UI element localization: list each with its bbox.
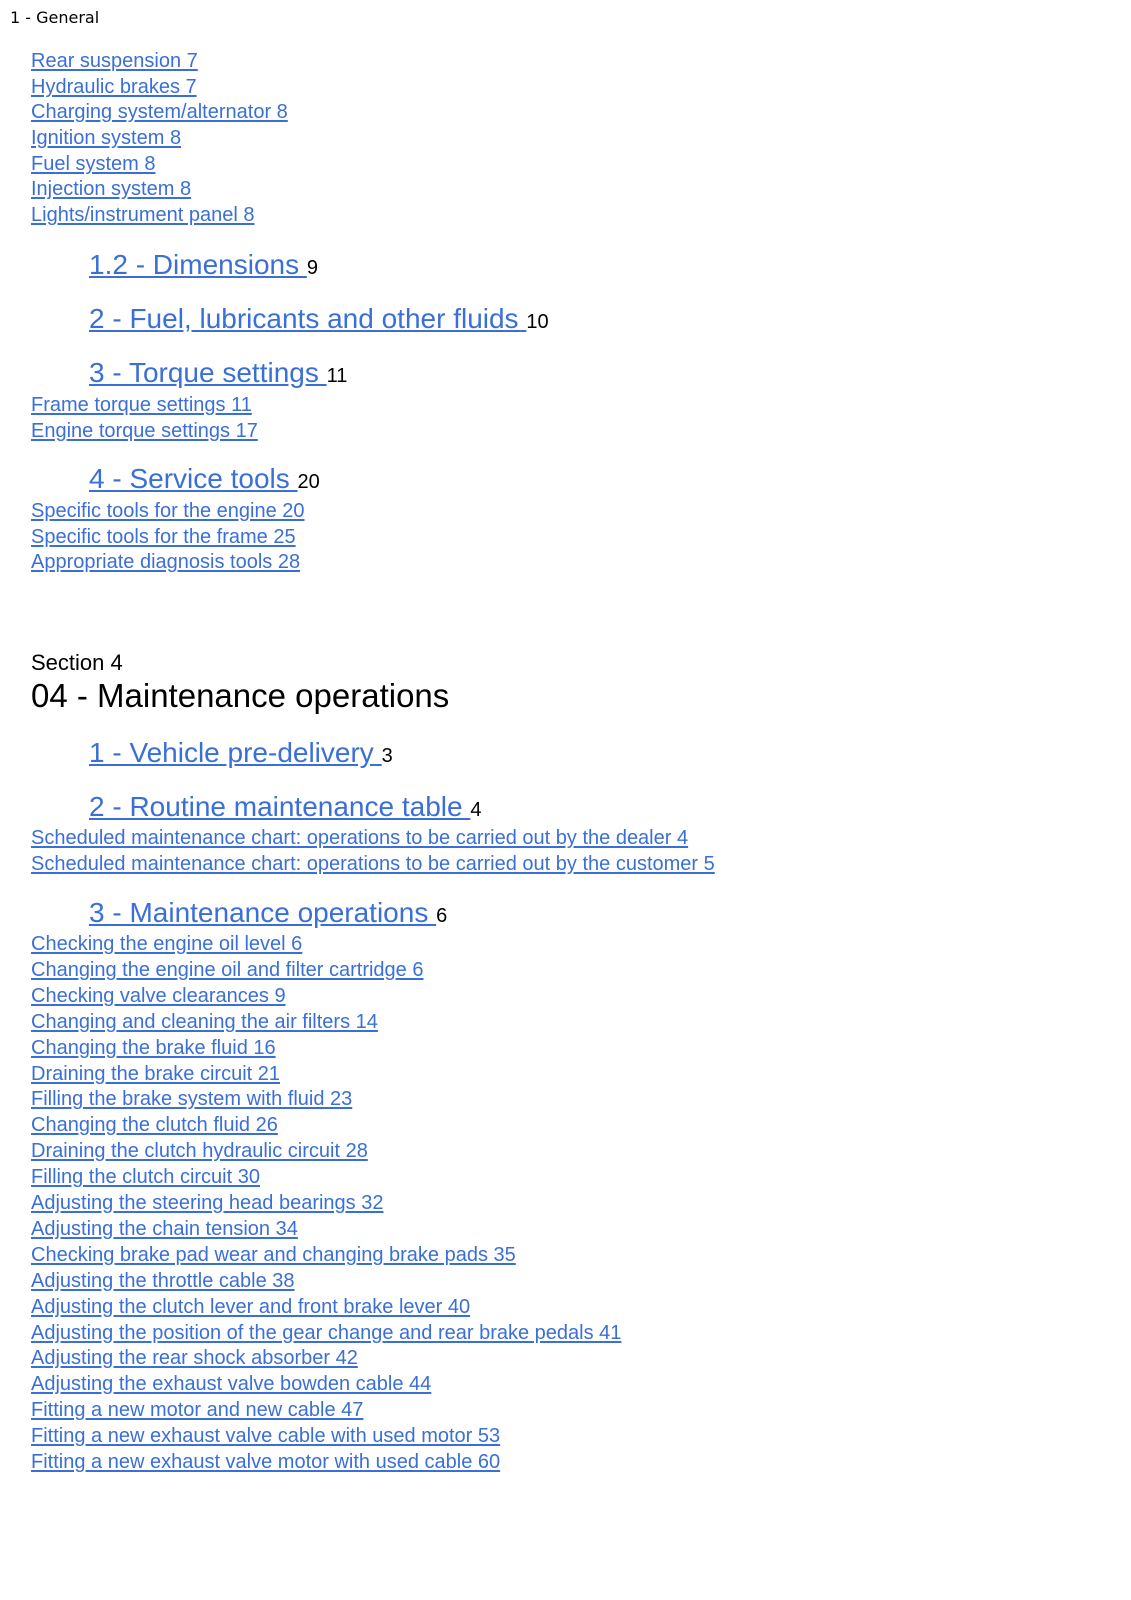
toc-heading-dimensions xyxy=(89,249,318,284)
page-number: 6 xyxy=(436,905,448,927)
page-number: 10 xyxy=(526,311,549,333)
toc-link-lights-instrument-panel[interactable]: Lights/instrument panel 8 xyxy=(31,204,255,226)
toc-link-hydraulic-brakes[interactable]: Hydraulic brakes 7 xyxy=(31,76,197,98)
toc-heading-link[interactable]: 1.2 - Dimensions xyxy=(89,249,307,280)
toc-heading-link[interactable]: 4 - Service tools xyxy=(89,463,298,494)
toc-link-maintenance-item[interactable]: Adjusting the exhaust valve bowden cable 44 xyxy=(31,1373,432,1395)
toc-link-maintenance-item[interactable]: Changing the brake fluid 16 xyxy=(31,1037,276,1059)
toc-heading-torque-settings xyxy=(89,357,347,392)
toc-link-fuel-system[interactable]: Fuel system 8 xyxy=(31,153,156,175)
toc-link-maintenance-item[interactable]: Checking brake pad wear and changing brake pads 35 xyxy=(31,1244,516,1266)
toc-link-maintenance-item[interactable]: Fitting a new exhaust valve cable with used motor 53 xyxy=(31,1425,501,1447)
toc-link-maintenance-item[interactable]: Checking the engine oil level 6 xyxy=(31,933,303,955)
toc-link-maintenance-item[interactable]: Adjusting the clutch lever and front brake lever 40 xyxy=(31,1296,471,1318)
toc-link-maintenance-item[interactable]: Draining the brake circuit 21 xyxy=(31,1063,281,1085)
toc-link-engine-torque[interactable]: Engine torque settings 17 xyxy=(31,420,258,442)
toc-link-tools-engine[interactable]: Specific tools for the engine 20 xyxy=(31,500,305,522)
toc-link-maintenance-item[interactable]: Adjusting the throttle cable 38 xyxy=(31,1270,295,1292)
toc-heading-pre-delivery xyxy=(89,737,393,772)
toc-heading-link[interactable]: 2 - Fuel, lubricants and other fluids xyxy=(89,303,527,334)
toc-link-maintenance-item[interactable]: Fitting a new motor and new cable 47 xyxy=(31,1399,364,1421)
toc-link-maintenance-item[interactable]: Fitting a new exhaust valve motor with used cable 60 xyxy=(31,1451,501,1473)
toc-heading-link[interactable]: 2 - Routine maintenance table xyxy=(89,791,471,822)
toc-heading-link[interactable]: 1 - Vehicle pre-delivery xyxy=(89,737,382,768)
toc-link-tools-frame[interactable]: Specific tools for the frame 25 xyxy=(31,526,296,548)
toc-link-charging-system[interactable]: Charging system/alternator 8 xyxy=(31,101,288,123)
toc-link-maintenance-item[interactable]: Checking valve clearances 9 xyxy=(31,985,286,1007)
toc-link-ignition-system[interactable]: Ignition system 8 xyxy=(31,127,182,149)
toc-link-rear-suspension[interactable]: Rear suspension 7 xyxy=(31,50,198,72)
page-number: 3 xyxy=(381,745,393,767)
toc-link-maintenance-item[interactable]: Adjusting the chain tension 34 xyxy=(31,1218,298,1240)
toc-heading-maintenance-operations xyxy=(89,897,447,932)
toc-link-injection-system[interactable]: Injection system 8 xyxy=(31,178,192,200)
toc-link-maintenance-item[interactable]: Filling the brake system with fluid 23 xyxy=(31,1088,353,1110)
section-title: 04 - Maintenance operations xyxy=(31,677,450,714)
toc-link-maintenance-item[interactable]: Changing the clutch fluid 26 xyxy=(31,1114,278,1136)
page-number: 4 xyxy=(470,799,482,821)
toc-link-maintenance-item[interactable]: Filling the clutch circuit 30 xyxy=(31,1166,260,1188)
toc-heading-link[interactable]: 3 - Torque settings xyxy=(89,357,327,388)
toc-link-diagnosis-tools[interactable]: Appropriate diagnosis tools 28 xyxy=(31,551,301,573)
page-number: 20 xyxy=(297,471,320,493)
page-number: 11 xyxy=(326,365,348,387)
toc-link-maintenance-item[interactable]: Adjusting the steering head bearings 32 xyxy=(31,1192,384,1214)
toc-heading-routine-maintenance xyxy=(89,791,481,826)
toc-heading-fuel-lubricants xyxy=(89,303,549,338)
page-header: 1 - General xyxy=(10,8,100,27)
toc-link-maintenance-item[interactable]: Adjusting the rear shock absorber 42 xyxy=(31,1347,358,1369)
toc-link-maintenance-item[interactable]: Adjusting the position of the gear change and rear brake pedals 41 xyxy=(31,1322,622,1344)
toc-link-chart-customer[interactable]: Scheduled maintenance chart: operations to be carried out by the customer 5 xyxy=(31,853,715,875)
toc-heading-link[interactable]: 3 - Maintenance operations xyxy=(89,897,437,928)
toc-link-maintenance-item[interactable]: Draining the clutch hydraulic circuit 28 xyxy=(31,1140,368,1162)
toc-link-chart-dealer[interactable]: Scheduled maintenance chart: operations to be carried out by the dealer 4 xyxy=(31,827,689,849)
section-label: Section 4 xyxy=(31,650,123,675)
toc-link-maintenance-item[interactable]: Changing the engine oil and filter cartridge 6 xyxy=(31,959,424,981)
toc-link-maintenance-item[interactable]: Changing and cleaning the air filters 14 xyxy=(31,1011,378,1033)
toc-link-frame-torque[interactable]: Frame torque settings 11 xyxy=(31,394,252,416)
page-number: 9 xyxy=(306,257,318,279)
toc-heading-service-tools xyxy=(89,463,320,498)
